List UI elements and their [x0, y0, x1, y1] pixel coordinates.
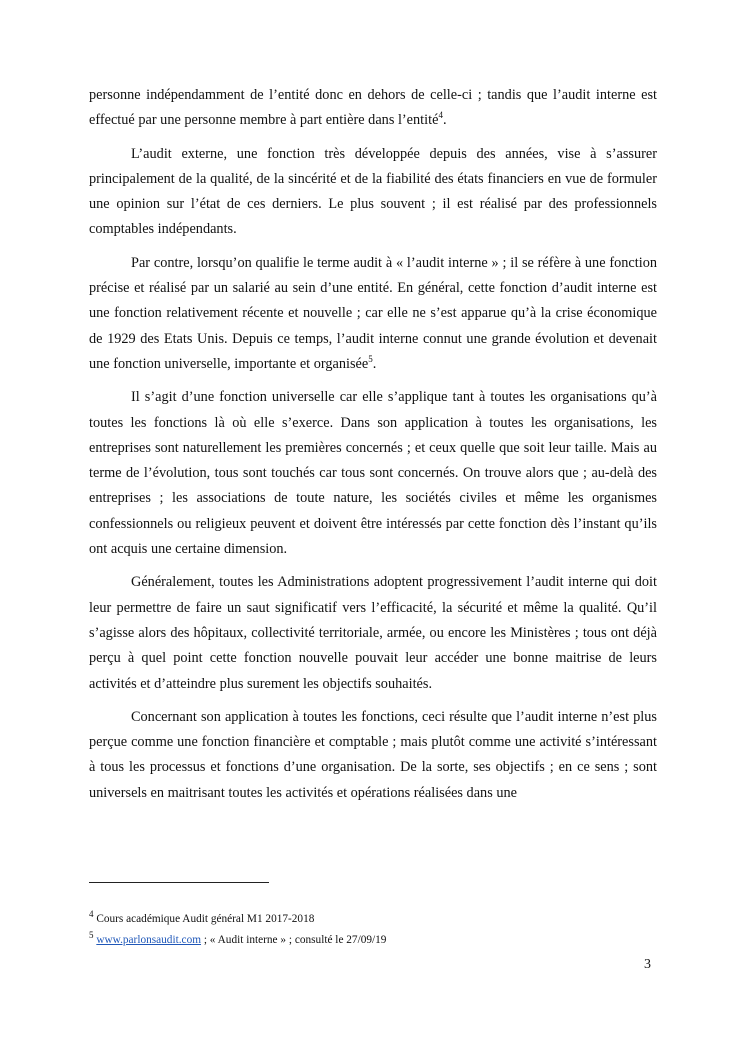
page-number: 3: [644, 957, 651, 972]
paragraph-4: Il s’agit d’une fonction universelle car elle s’applique tant à toutes les organisations qu’à toutes les fonctions là où elle s’exerce. Dans son application à toutes les organisations, les entreprises sont naturellement les premières concernés ; et ceux quelle que soit leur taille. Mais au terme de l’évolution, tous sont touchés car tous sont concernés. On trouve alors que ; au-delà des entreprises ; les associations de toute nature, les sociétés civiles et même les organismes confessionnels ou religieux peuvent et doivent être intéressés par cette fonction dès l’instant qu’ils ont acquis une certaine dimension.: [89, 389, 657, 558]
paragraph-5: Généralement, toutes les Administrations adoptent progressivement l’audit interne qui doit leur permettre de faire un saut significatif vers l’efficacité, la sécurité et même la qualité. Qu’il s’agisse alors des hôpitaux, collectivité territoriale, armée, ou encore les Ministères ; tous ont déjà perçu à quel point cette fonction nouvelle pouvait leur accéder une bonne maitrise de leurs activités et d’atteindre plus surement les objectifs souhaités.: [89, 574, 657, 692]
paragraph-2: L’audit externe, une fonction très développée depuis des années, vise à s’assurer principalement de la qualité, de la sincérité et de la fiabilité des états financiers en vue de formuler une opinion sur l’état de ces derniers. Le plus souvent ; il est réalisé par des professionnels comptables indépendants.: [89, 145, 657, 238]
paragraph-3: [89, 251, 657, 377]
paragraph-1-text: personne indépendamment de l’entité donc en dehors de celle-ci ; tandis que l’audit interne est effectué par une personne membre à part entière dans l’entité: [89, 87, 657, 129]
footnote-ref-5[interactable]: 5: [368, 354, 373, 365]
paragraph-6: Concernant son application à toutes les fonctions, ceci résulte que l’audit interne n’est plus perçue comme une fonction financière et comptable ; mais plutôt comme une activité s’intéressant à tous les processus et fonctions d’une organisation. De la sorte, ses objectifs ; en ce sens ; sont universels en maitrisant toutes les activités et opérations réalisées dans une: [89, 708, 657, 801]
paragraph-1: [89, 83, 657, 134]
paragraph-3-text: Par contre, lorsqu’on qualifie le terme audit à « l’audit interne » ; il se réfère à une fonction précise et réalisé par un salarié au sein d’une entité. En général, cette fonction d’audit interne est une fonction relativement récente et nouvelle ; car elle ne s’est apparue qu’à la crise économique de 1929 des Etats Unis. Depuis ce temps, l’audit interne connut une grande évolution et devenait une fonction universelle, importante et organisée: [89, 254, 657, 372]
footnote-4: [89, 909, 315, 926]
footnote-5-text: ; « Audit interne » ; consulté le 27/09/19: [201, 934, 387, 946]
footnote-4-text: Cours académique Audit général M1 2017-2018: [96, 913, 315, 925]
footnote-4-number: 4: [89, 909, 94, 920]
footnote-separator: [89, 882, 269, 883]
paragraph-3-tail: .: [372, 355, 377, 372]
footnote-5: [89, 930, 387, 947]
paragraph-1-tail: .: [442, 112, 447, 129]
footnote-ref-4[interactable]: 4: [438, 110, 443, 121]
footnote-5-number: 5: [89, 930, 94, 941]
body-text: [89, 83, 657, 814]
footnote-5-link[interactable]: www.parlonsaudit.com: [96, 934, 202, 946]
